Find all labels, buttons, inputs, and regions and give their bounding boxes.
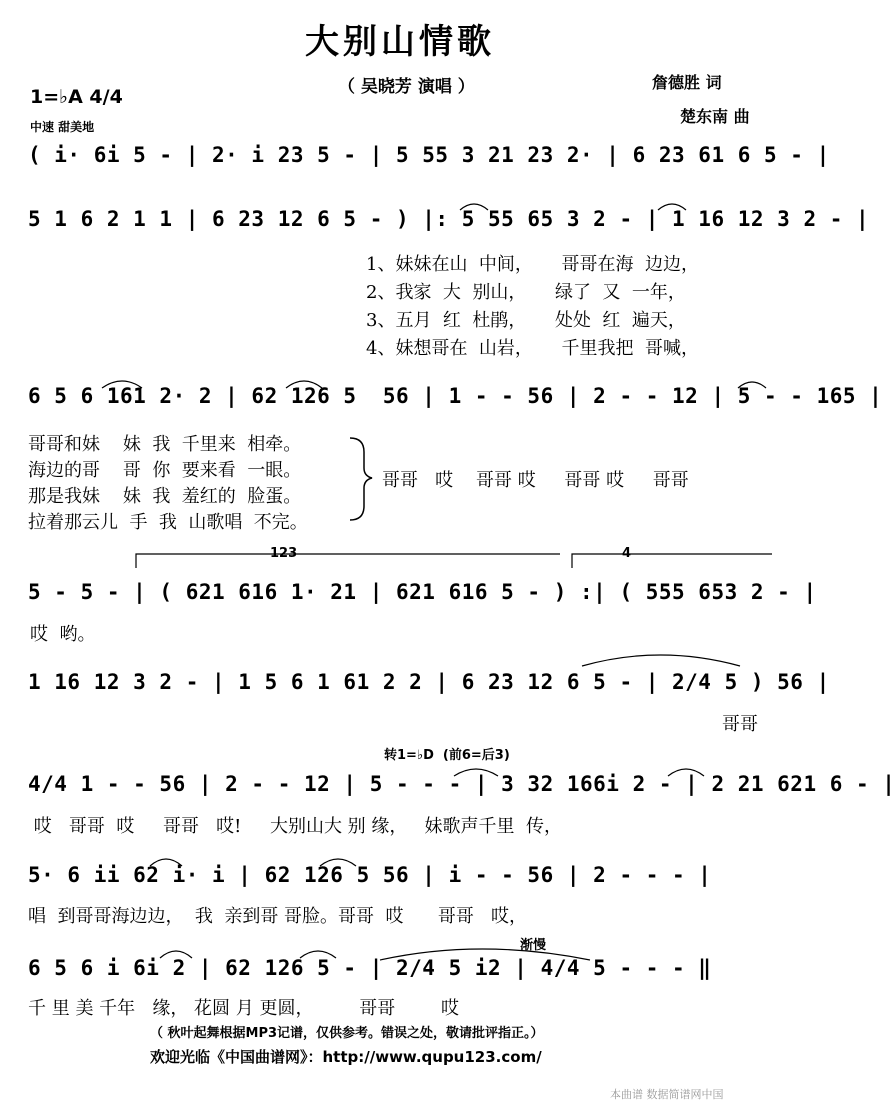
page-title: 大别山情歌 [305, 22, 495, 62]
slur [102, 381, 142, 388]
slur [454, 769, 498, 776]
tempo-mark: 中速 甜美地 [30, 120, 95, 134]
volta-1-label: 123 [270, 546, 298, 561]
score-line-8: 6 5 6 i 6i 2 | 62 126 5 - | 2/4 5 i2 | 4/4 5 - - - ‖ [28, 956, 712, 980]
verse-1-a: 1、妹妹在山 中间， 哥哥在海 边边， [366, 254, 699, 275]
score-line-2: 5 1 6 2 1 1 | 6 23 12 6 5 - ) |: 5 55 65 3 2 - | 1 16 12 3 2 - | [28, 207, 870, 231]
slur [658, 204, 686, 210]
lyric-line-4: 哎 哟。 [30, 624, 96, 645]
slur [738, 382, 766, 388]
lyric-line-6: 哎 哥哥 哎 哥哥 哎! 大别山大 别 缘， 妹歌声千里 传， [28, 816, 562, 837]
composer-credit: 楚东南 曲 [680, 107, 750, 126]
verse-1-b: 哥哥和妹 妹 我 千里来 相牵。 [28, 434, 302, 455]
score-line-5: 1 16 12 3 2 - | 1 5 6 1 61 2 2 | 6 23 12 6 5 - | 2/4 5 ) 56 | [28, 670, 830, 694]
verse-4-b: 拉着那云儿 手 我 山歌唱 不完。 [28, 512, 308, 533]
verse-2-a: 2、我家 大 别山， 绿了 又 一年， [366, 282, 686, 303]
score-line-6: 4/4 1 - - 56 | 2 - - 12 | 5 - - - | 3 32 166i 2 - | 2 21 621 6 - | [28, 772, 895, 796]
modulation-mark: 转1=♭D (前6=后3) [384, 748, 510, 763]
volta-1-bracket [136, 554, 560, 568]
refrain-lyric: 哥哥 哎 哥哥 哎 哥哥 哎 哥哥 [382, 470, 689, 491]
transcription-note: （ 秋叶起舞根据MP3记谱，仅供参考。错误之处，敬请批评指正。） [150, 1026, 544, 1041]
slur [320, 859, 356, 866]
performer-credit: （ 吴晓芳 演唱 ） [338, 77, 475, 97]
score-line-1: ( i· 6i 5 - | 2· i 23 5 - | 5 55 3 21 23 2· | 6 23 61 6 5 - | [28, 143, 830, 167]
verse-2-b: 海边的哥 哥 你 要来看 一眼。 [28, 460, 302, 481]
lyricist-credit: 詹德胜 词 [652, 73, 722, 92]
slur [668, 769, 704, 776]
lyric-line-5: 哥哥 [722, 714, 758, 735]
slur [582, 655, 740, 666]
verse-brace [350, 438, 372, 520]
slur [460, 204, 488, 210]
slur [150, 859, 182, 866]
watermark: 本曲谱 数据简谱网中国 [610, 1088, 724, 1101]
lyric-line-8: 千 里 美 千年 缘， 花圆 月 更圆， 哥哥 哎 [28, 998, 460, 1019]
welcome-link[interactable]: 欢迎光临《中国曲谱网》：http://www.qupu123.com/ [150, 1048, 542, 1066]
verse-4-a: 4、妹想哥在 山岩， 千里我把 哥喊， [366, 338, 699, 359]
verse-3-b: 那是我妹 妹 我 羞红的 脸蛋。 [28, 486, 302, 507]
volta-2-bracket [572, 554, 772, 568]
score-line-4: 5 - 5 - | ( 621 616 1· 21 | 621 616 5 - ) :| ( 555 653 2 - | [28, 580, 817, 604]
slowing-mark: 渐慢 [520, 938, 547, 953]
key-signature: 1=♭A 4/4 [30, 86, 123, 108]
slur [380, 949, 590, 960]
verse-3-a: 3、五月 红 杜鹃， 处处 红 遍天， [366, 310, 686, 331]
volta-2-label: 4 [622, 546, 632, 561]
slur [286, 381, 322, 388]
score-line-7: 5· 6 ii 62 i· i | 62 126 5 56 | i - - 56 | 2 - - - | [28, 863, 712, 887]
lyric-line-7: 唱 到哥哥海边边， 我 亲到哥 哥脸。哥哥 哎 哥哥 哎， [28, 906, 527, 927]
score-line-3: 6 5 6 161 2· 2 | 62 126 5 56 | 1 - - 56 | 2 - - 12 | 5 - - 165 | [28, 384, 883, 408]
slur [300, 951, 336, 958]
slur [160, 951, 192, 958]
